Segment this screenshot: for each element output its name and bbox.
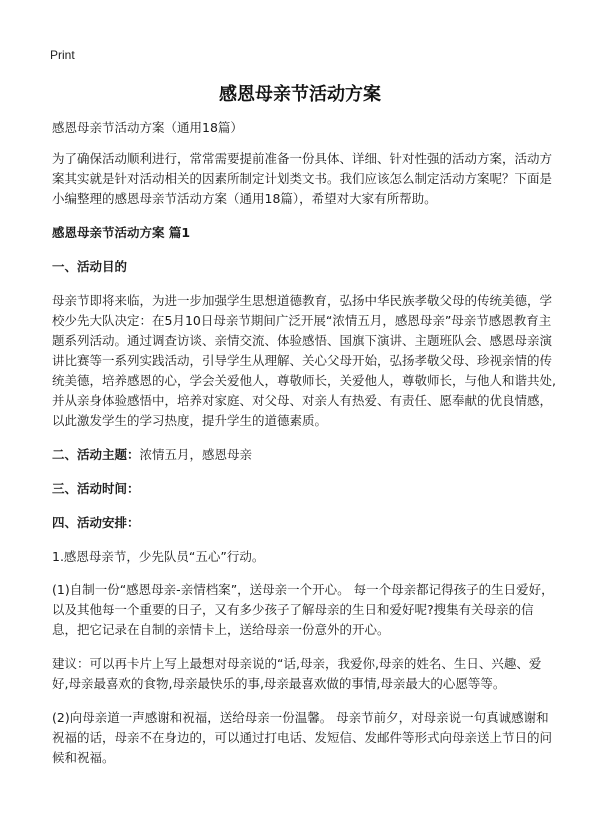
section-title: 感恩母亲节活动方案 篇1	[52, 225, 191, 240]
heading-theme	[52, 445, 556, 465]
list-item-1-2: (2)向母亲道一声感谢和祝福，送给母亲一份温馨。 母亲节前夕，对母亲说一句真诚感谢和祝福的话，母亲不在身边的，可以通过打电话、发短信、发邮件等形式向母亲送上节日的问候和祝福。	[52, 710, 553, 765]
purpose-paragraph: 母亲节即将来临，为进一步加强学生思想道德教育，弘扬中华民族孝敬父母的传统美德，学校少先大队决定：在5月10日母亲节期间广泛开展“浓情五月，感恩母亲”母亲节感恩教育主题系列活动。通过调查访谈、亲情交流、体验感悟、国旗下演讲、主题班队会、感恩母亲演讲比赛等一系列实践活动，引导学生从理解、关心父母开始，弘扬孝敬父母、珍视亲情的传统美德，培养感恩的心，学会关爱他人，尊敬师长，关爱他人，尊敬师长，与他人和谐共处,并从亲身体验感悟中，培养对家庭、对父母、对亲人有热爱、有责任、愿奉献的优良情感，以此激发学生的学习热度，提升学生的道德素质。	[52, 293, 556, 428]
subtitle: 感恩母亲节活动方案（通用18篇）	[52, 120, 243, 135]
print-link[interactable]: Print	[50, 48, 75, 62]
page-title: 感恩母亲节活动方案	[219, 84, 381, 105]
list-item-1-1: (1)自制一份“感恩母亲-亲情档案”，送母亲一个开心。 每一个母亲都记得孩子的生日爱好，以及其他每一个重要的日子，又有多少孩子了解母亲的生日和爱好呢?搜集有关母亲的信息，把它记录在自制的亲情卡上，送给母亲一份意外的开心。	[52, 582, 554, 637]
intro-paragraph: 为了确保活动顺利进行，常常需要提前准备一份具体、详细、针对性强的活动方案，活动方案其实就是针对活动相关的因素所制定计划类文书。我们应该怎么制定活动方案呢？下面是小编整理的感恩母亲节活动方案（通用18篇），希望对大家有所帮助。	[52, 151, 553, 206]
suggestion-paragraph: 建议：可以再卡片上写上最想对母亲说的“话,母亲，我爱你,母亲的姓名、生日、兴趣、爱好,母亲最喜欢的食物,母亲最快乐的事,母亲最喜欢做的事情,母亲最大的心愿等等。	[52, 656, 542, 691]
heading-time: 三、活动时间：	[52, 481, 140, 496]
heading-purpose: 一、活动目的	[52, 259, 128, 274]
article-body	[52, 118, 556, 782]
list-item-1: 1.感恩母亲节，少先队员“五心”行动。	[52, 549, 265, 564]
theme-value: 浓情五月，感恩母亲	[139, 447, 253, 462]
theme-label: 二、活动主题：	[52, 447, 140, 462]
heading-arrangement: 四、活动安排：	[52, 515, 140, 530]
